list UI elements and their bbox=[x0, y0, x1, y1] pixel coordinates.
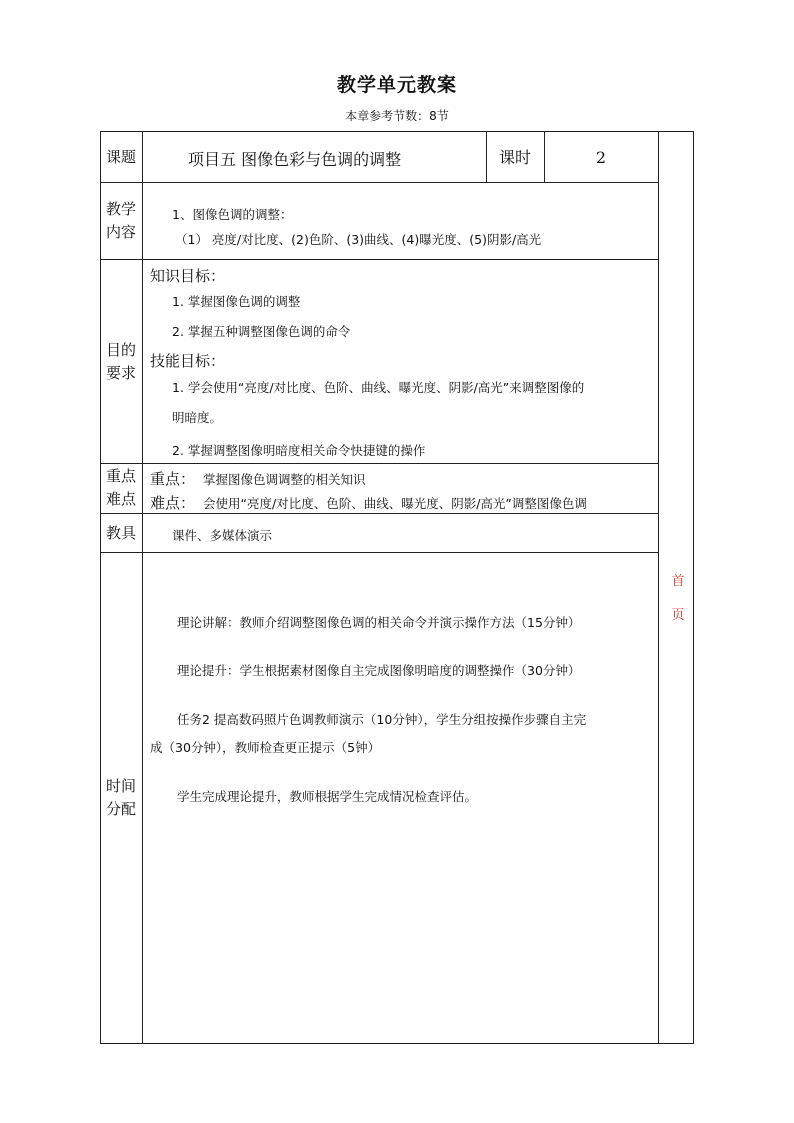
time-paragraph-3-line2: 成（30分钟），教师检查更正提示（5钟） bbox=[150, 740, 381, 755]
skill-item-1-line2: 明暗度。 bbox=[172, 410, 223, 425]
content-line1: 1、图像色调的调整： bbox=[172, 207, 293, 222]
knowledge-item-1: 1. 掌握图像色调的调整 bbox=[172, 294, 301, 309]
topic-value: 项目五 图像色彩与色调的调整 bbox=[188, 150, 402, 169]
time-paragraph-3-line1: 任务2 提高数码照片色调教师演示（10分钟），学生分组按操作步骤自主完 bbox=[177, 712, 587, 727]
content-line2: （1） 亮度/对比度、(2)色阶、(3)曲线、(4)曝光度、(5)阴影/高光 bbox=[175, 232, 542, 247]
hours-label: 课时 bbox=[498, 148, 531, 167]
time-paragraph-2: 理论提升：学生根据素材图像自主完成图像明暗度的调整操作（30分钟） bbox=[177, 663, 581, 678]
skill-heading: 技能目标： bbox=[150, 352, 226, 370]
time-label-line1: 时间 bbox=[105, 777, 136, 795]
keypoints-label-line1: 重点 bbox=[105, 467, 136, 485]
skill-item-2: 2. 掌握调整图像明暗度相关命令快捷键的操作 bbox=[172, 443, 426, 458]
tools-value: 课件、多媒体演示 bbox=[172, 528, 273, 543]
content-label-line1: 教学 bbox=[105, 200, 136, 218]
key-point-text: 掌握图像色调调整的相关知识 bbox=[203, 472, 366, 487]
difficult-point-label: 难点： bbox=[150, 494, 196, 512]
document-subtitle: 本章参考节数：8节 bbox=[345, 109, 449, 123]
tools-label: 教具 bbox=[105, 524, 136, 542]
time-label-line2: 分配 bbox=[105, 800, 136, 818]
key-point-label: 重点： bbox=[150, 470, 196, 488]
side-mark-first: 首 bbox=[671, 574, 685, 589]
hours-value: 2 bbox=[595, 148, 607, 167]
knowledge-heading: 知识目标： bbox=[150, 267, 226, 285]
time-paragraph-4: 学生完成理论提升，教师根据学生完成情况检查评估。 bbox=[177, 789, 478, 804]
time-paragraph-1: 理论讲解：教师介绍调整图像色调的相关命令并演示操作方法（15分钟） bbox=[177, 615, 581, 630]
skill-item-1-line1: 1. 学会使用“亮度/对比度、色阶、曲线、曝光度、阴影/高光”来调整图像的 bbox=[172, 380, 585, 395]
topic-label: 课题 bbox=[105, 148, 136, 166]
difficult-point-text: 会使用“亮度/对比度、色阶、曲线、曝光度、阴影/高光”调整图像色调 bbox=[203, 496, 587, 511]
goals-label-line2: 要求 bbox=[105, 364, 136, 382]
side-mark-page: 页 bbox=[671, 608, 685, 623]
document-title: 教学单元教案 bbox=[336, 74, 457, 96]
goals-label-line1: 目的 bbox=[105, 341, 136, 359]
knowledge-item-2: 2. 掌握五种调整图像色调的命令 bbox=[172, 324, 351, 339]
content-label-line2: 内容 bbox=[105, 223, 136, 241]
keypoints-label-line2: 难点 bbox=[105, 490, 136, 508]
